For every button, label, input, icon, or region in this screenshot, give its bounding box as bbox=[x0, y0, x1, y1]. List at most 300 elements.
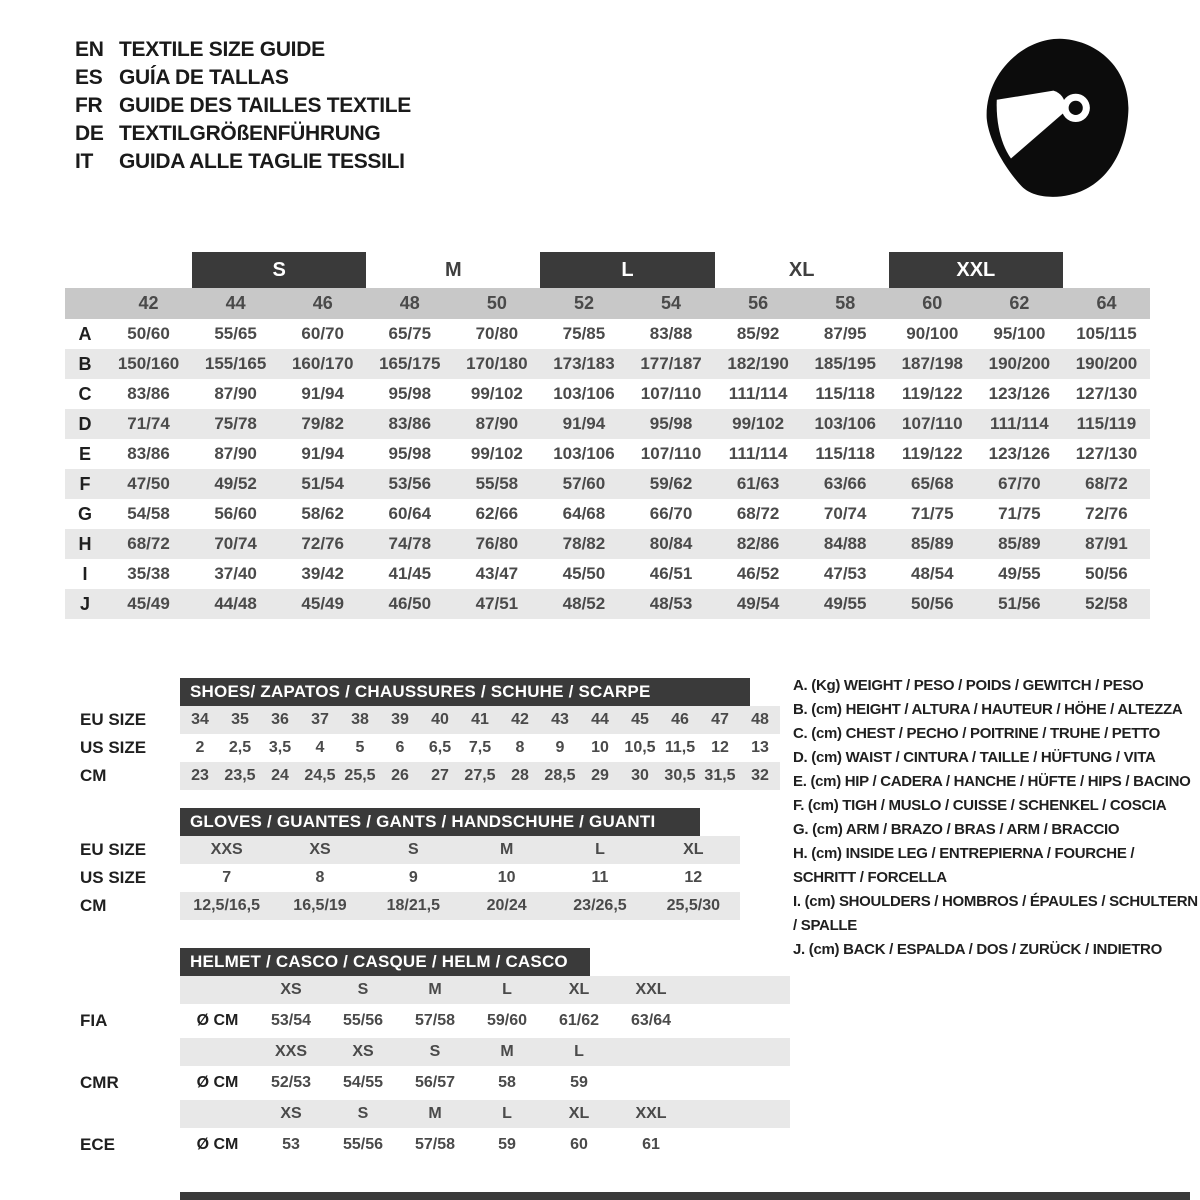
size-value: 83/86 bbox=[388, 414, 432, 433]
size-value: 83/86 bbox=[127, 384, 170, 403]
size-value: 23 bbox=[191, 767, 209, 784]
size-value: 160/170 bbox=[291, 354, 354, 373]
row-label: I bbox=[82, 563, 88, 584]
row-label: E bbox=[78, 443, 91, 464]
size-value: 37/40 bbox=[214, 564, 257, 583]
size-value: 32 bbox=[751, 767, 769, 784]
helmet-values bbox=[180, 1131, 790, 1159]
numeric-size: 46 bbox=[312, 293, 333, 313]
diameter-unit-label: Ø CM bbox=[196, 1074, 239, 1091]
size-value: 107/110 bbox=[902, 414, 963, 433]
size-value: 25,5/30 bbox=[666, 897, 720, 914]
size-value: 49/54 bbox=[736, 594, 780, 613]
size-value: 57/58 bbox=[414, 1012, 456, 1029]
size-value: 9 bbox=[555, 739, 565, 756]
shoes-row bbox=[65, 762, 780, 790]
size-group-label: XL bbox=[788, 258, 815, 281]
diameter-unit-label: Ø CM bbox=[196, 1136, 239, 1153]
language-code: FR bbox=[75, 94, 103, 117]
size-value: 61 bbox=[642, 1136, 660, 1153]
size-value: 56/57 bbox=[414, 1074, 456, 1091]
size-value: 62/66 bbox=[475, 504, 519, 523]
row-label: US SIZE bbox=[65, 734, 180, 762]
helmet-values bbox=[180, 1069, 790, 1097]
numeric-size: 48 bbox=[399, 293, 420, 313]
language-code: EN bbox=[75, 38, 104, 61]
size-value: 46/51 bbox=[649, 564, 693, 583]
size-value: 52/58 bbox=[1085, 594, 1128, 613]
size-value: 2,5 bbox=[228, 739, 252, 756]
size-value: 65/68 bbox=[911, 474, 954, 493]
helmet-section bbox=[65, 948, 790, 1162]
size-value: 10,5 bbox=[624, 739, 656, 756]
size-value: 74/78 bbox=[388, 534, 432, 553]
size-value: 68/72 bbox=[127, 534, 170, 553]
size-value: 47 bbox=[711, 711, 729, 728]
language-row bbox=[75, 64, 411, 92]
size-value: 127/130 bbox=[1075, 384, 1138, 403]
size-value: 53 bbox=[282, 1136, 300, 1153]
size-value: 87/90 bbox=[475, 414, 519, 433]
shoes-rows bbox=[65, 706, 780, 790]
measurement-row bbox=[65, 469, 1150, 499]
size-value: 58/62 bbox=[301, 504, 344, 523]
size-value: 103/106 bbox=[814, 414, 876, 433]
size-group-label: XXL bbox=[956, 258, 996, 281]
helmet-section-title: HELMET / CASCO / CASQUE / HELM / CASCO bbox=[180, 948, 590, 976]
size-value: 50/56 bbox=[911, 594, 954, 613]
legend-item: J. (cm) BACK / ESPALDA / DOS / ZURÜCK / INDIETRO bbox=[793, 941, 1162, 958]
size-value: 70/74 bbox=[214, 534, 257, 553]
size-value: 24,5 bbox=[304, 767, 336, 784]
measurement-row bbox=[65, 379, 1150, 409]
size-value: 6,5 bbox=[428, 739, 452, 756]
row-label: CM bbox=[65, 892, 180, 920]
standard-label: FIA bbox=[65, 1007, 180, 1035]
size-value: 46/52 bbox=[736, 564, 780, 583]
size-value: 66/70 bbox=[649, 504, 693, 523]
size-value: 10 bbox=[591, 739, 609, 756]
size-value: 95/98 bbox=[649, 414, 693, 433]
helmet-size-label: XS bbox=[352, 1043, 374, 1060]
numeric-size: 60 bbox=[922, 293, 943, 313]
band-spacer bbox=[65, 1038, 180, 1066]
measurement-row bbox=[65, 589, 1150, 619]
size-value: L bbox=[595, 841, 605, 858]
size-value: 115/118 bbox=[815, 384, 875, 403]
helmet-size-label: XS bbox=[280, 981, 302, 998]
size-value: 70/80 bbox=[475, 324, 519, 343]
size-value: 46/50 bbox=[388, 594, 432, 613]
size-value: M bbox=[499, 841, 514, 858]
size-value: 30,5 bbox=[664, 767, 696, 784]
size-value: 59/60 bbox=[486, 1012, 528, 1029]
size-value: 51/54 bbox=[301, 474, 344, 493]
row-label: C bbox=[78, 383, 92, 404]
size-value: 45/50 bbox=[562, 564, 606, 583]
size-value: 39/42 bbox=[301, 564, 344, 583]
size-value: 49/55 bbox=[823, 594, 867, 613]
language-row bbox=[75, 148, 411, 176]
size-value: 53/54 bbox=[270, 1012, 312, 1029]
size-value: 26 bbox=[391, 767, 409, 784]
helmet-size-band bbox=[180, 1038, 790, 1066]
size-value: 11,5 bbox=[664, 739, 696, 756]
size-value: 75/85 bbox=[562, 324, 606, 343]
legend-item: I. (cm) SHOULDERS / HOMBROS / ÉPAULES / SCHULTERN / SPALLE bbox=[793, 893, 1198, 934]
measurement-row bbox=[65, 439, 1150, 469]
size-value: 27,5 bbox=[464, 767, 496, 784]
size-value: 40 bbox=[431, 711, 449, 728]
size-value: 68/72 bbox=[1085, 474, 1128, 493]
helmet-rows bbox=[65, 976, 790, 1159]
size-value: 3,5 bbox=[268, 739, 292, 756]
helmet-size-label: L bbox=[502, 1105, 512, 1122]
diameter-unit-label: Ø CM bbox=[196, 1012, 239, 1029]
row-label: D bbox=[78, 413, 92, 434]
size-value: 99/102 bbox=[470, 444, 523, 463]
size-value: 31,5 bbox=[704, 767, 736, 784]
size-value: 54/58 bbox=[127, 504, 170, 523]
size-value: 10 bbox=[497, 869, 516, 886]
size-value: 28,5 bbox=[544, 767, 576, 784]
size-value: 60/64 bbox=[388, 504, 432, 523]
numeric-size: 56 bbox=[748, 293, 769, 313]
size-value: 25,5 bbox=[344, 767, 376, 784]
size-value: 60/70 bbox=[301, 324, 344, 343]
size-value: 61/63 bbox=[736, 474, 780, 493]
gloves-section bbox=[65, 808, 740, 920]
size-value: 87/90 bbox=[214, 444, 257, 463]
size-value: 41 bbox=[471, 711, 489, 728]
size-value: 57/58 bbox=[414, 1136, 456, 1153]
helmet-size-label: S bbox=[357, 1105, 369, 1122]
row-label: CM bbox=[65, 762, 180, 790]
size-value: 8 bbox=[315, 869, 325, 886]
size-value: 177/187 bbox=[640, 354, 702, 373]
size-value: 8 bbox=[515, 739, 525, 756]
measurement-row bbox=[65, 319, 1150, 349]
helmet-size-label: S bbox=[357, 981, 369, 998]
size-value: 115/119 bbox=[1076, 414, 1137, 433]
size-value: 16,5/19 bbox=[293, 897, 347, 914]
size-value: 2 bbox=[195, 739, 205, 756]
size-value: 99/102 bbox=[732, 414, 785, 433]
size-value: 28 bbox=[511, 767, 529, 784]
size-value: 59/62 bbox=[649, 474, 693, 493]
helmet-value-row bbox=[65, 1069, 790, 1097]
row-label: A bbox=[78, 323, 92, 344]
values-band bbox=[180, 836, 740, 864]
size-value: XS bbox=[309, 841, 331, 858]
numeric-size: 52 bbox=[573, 293, 594, 313]
measurement-row bbox=[65, 499, 1150, 529]
size-value: 48/53 bbox=[649, 594, 693, 613]
gloves-row bbox=[65, 836, 740, 864]
size-value: 173/183 bbox=[553, 354, 615, 373]
size-value: 75/78 bbox=[214, 414, 257, 433]
legend-item: C. (cm) CHEST / PECHO / POITRINE / TRUHE / PETTO bbox=[793, 725, 1161, 742]
helmet-size-label: XS bbox=[280, 1105, 302, 1122]
size-value: 48/52 bbox=[562, 594, 606, 613]
band-spacer bbox=[65, 976, 180, 1004]
size-value: 67/70 bbox=[998, 474, 1041, 493]
size-value: 42 bbox=[511, 711, 529, 728]
size-value: 72/76 bbox=[1085, 504, 1128, 523]
size-group-l bbox=[540, 252, 714, 288]
size-value: 55/65 bbox=[214, 324, 257, 343]
language-code: ES bbox=[75, 66, 103, 89]
language-code: DE bbox=[75, 122, 104, 145]
size-value: 111/114 bbox=[728, 384, 788, 403]
helmet-size-label: XXL bbox=[635, 1105, 667, 1122]
gloves-row bbox=[65, 892, 740, 920]
size-value: 12,5/16,5 bbox=[193, 897, 261, 914]
size-value: 53/56 bbox=[388, 474, 432, 493]
helmet-values bbox=[180, 1007, 790, 1035]
size-group-m bbox=[366, 252, 540, 288]
textile-size-table bbox=[65, 252, 1150, 619]
size-value: 48/54 bbox=[911, 564, 954, 583]
helmet-size-band-row bbox=[65, 1100, 790, 1128]
size-value: 123/126 bbox=[988, 384, 1051, 403]
legend-item: G. (cm) ARM / BRAZO / BRAS / ARM / BRACCIO bbox=[793, 821, 1120, 838]
size-value: 52/53 bbox=[270, 1074, 312, 1091]
gloves-section-title: GLOVES / GUANTES / GANTS / HANDSCHUHE / GUANTI bbox=[180, 808, 700, 836]
size-value: 43 bbox=[551, 711, 569, 728]
size-value: 50/60 bbox=[127, 324, 170, 343]
legend-item: E. (cm) HIP / CADERA / HANCHE / HÜFTE / HIPS / BACINO bbox=[793, 773, 1191, 790]
size-value: 72/76 bbox=[301, 534, 344, 553]
size-value: 82/86 bbox=[736, 534, 780, 553]
size-value: 56/60 bbox=[214, 504, 257, 523]
shoes-section bbox=[65, 678, 780, 790]
size-value: 12 bbox=[684, 869, 703, 886]
helmet-size-label: S bbox=[429, 1043, 441, 1060]
size-value: 4 bbox=[315, 739, 325, 756]
size-value: 63/66 bbox=[823, 474, 867, 493]
size-value: 111/114 bbox=[990, 414, 1049, 433]
size-value: 29 bbox=[591, 767, 609, 784]
size-value: 103/106 bbox=[553, 384, 615, 403]
size-value: 59 bbox=[570, 1074, 588, 1091]
size-value: 43/47 bbox=[475, 564, 519, 583]
size-value: 59 bbox=[498, 1136, 516, 1153]
size-value: 190/200 bbox=[1075, 354, 1138, 373]
size-value: 49/52 bbox=[214, 474, 257, 493]
size-value: 58 bbox=[498, 1074, 516, 1091]
values-band bbox=[180, 706, 780, 734]
size-value: 87/95 bbox=[823, 324, 867, 343]
size-value: 36 bbox=[271, 711, 289, 728]
language-header bbox=[75, 36, 411, 176]
size-value: 71/75 bbox=[998, 504, 1041, 523]
size-value: 61/62 bbox=[558, 1012, 600, 1029]
size-value: 165/175 bbox=[379, 354, 441, 373]
standard-label: CMR bbox=[65, 1069, 180, 1097]
size-value: 55/58 bbox=[475, 474, 519, 493]
numeric-size: 58 bbox=[835, 293, 856, 313]
size-value: 170/180 bbox=[466, 354, 528, 373]
size-value: 44/48 bbox=[214, 594, 257, 613]
helmet-size-label: L bbox=[502, 981, 512, 998]
language-row bbox=[75, 92, 411, 120]
row-label: H bbox=[78, 533, 92, 554]
measurement-row bbox=[65, 529, 1150, 559]
helmet-value-row bbox=[65, 1131, 790, 1159]
size-value: 51/56 bbox=[998, 594, 1041, 613]
helmet-size-label: M bbox=[428, 981, 442, 998]
measurement-legend bbox=[793, 674, 1200, 962]
language-row bbox=[75, 36, 411, 64]
row-label: US SIZE bbox=[65, 864, 180, 892]
band-spacer bbox=[65, 1100, 180, 1128]
size-value: 13 bbox=[751, 739, 769, 756]
size-group-label: L bbox=[621, 258, 634, 281]
helmet-size-label: L bbox=[574, 1043, 584, 1060]
numeric-size: 42 bbox=[138, 293, 159, 313]
racing-helmet-icon bbox=[975, 33, 1140, 205]
size-value: 12 bbox=[711, 739, 729, 756]
language-title: GUIDA ALLE TAGLIE TESSILI bbox=[119, 150, 405, 173]
size-value: 84/88 bbox=[823, 534, 867, 553]
size-value: 115/118 bbox=[815, 444, 875, 463]
size-value: 30 bbox=[631, 767, 649, 784]
size-value: 23/26,5 bbox=[573, 897, 627, 914]
size-value: 155/165 bbox=[204, 354, 267, 373]
size-value: 44 bbox=[591, 711, 609, 728]
size-value: 119/122 bbox=[902, 444, 963, 463]
size-value: 11 bbox=[591, 869, 609, 886]
size-value: 107/110 bbox=[640, 444, 702, 463]
size-value: 23,5 bbox=[224, 767, 256, 784]
helmet-size-label: XL bbox=[568, 981, 590, 998]
helmet-size-band-row bbox=[65, 1038, 790, 1066]
size-value: 45/49 bbox=[127, 594, 170, 613]
values-band bbox=[180, 762, 780, 790]
row-label: G bbox=[77, 503, 92, 524]
size-value: 185/195 bbox=[814, 354, 876, 373]
helmet-size-label: XXL bbox=[635, 981, 667, 998]
size-value: 123/126 bbox=[988, 444, 1051, 463]
size-value: 35/38 bbox=[127, 564, 170, 583]
size-value: 127/130 bbox=[1075, 444, 1138, 463]
size-value: 107/110 bbox=[640, 384, 702, 403]
shoes-row bbox=[65, 734, 780, 762]
measurement-rows bbox=[65, 319, 1150, 619]
gloves-row bbox=[65, 864, 740, 892]
size-value: 182/190 bbox=[727, 354, 789, 373]
size-value: 91/94 bbox=[562, 414, 606, 433]
size-value: 50/56 bbox=[1085, 564, 1128, 583]
row-label: J bbox=[79, 593, 90, 614]
helmet-size-label: M bbox=[428, 1105, 442, 1122]
helmet-size-label: M bbox=[500, 1043, 514, 1060]
size-value: 85/89 bbox=[998, 534, 1041, 553]
legend-item: F. (cm) TIGH / MUSLO / CUISSE / SCHENKEL / COSCIA bbox=[793, 797, 1167, 814]
size-group-s bbox=[192, 252, 366, 288]
size-value: 91/94 bbox=[301, 444, 344, 463]
size-value: 150/160 bbox=[117, 354, 180, 373]
size-value: 54/55 bbox=[342, 1074, 384, 1091]
size-value: 24 bbox=[271, 767, 289, 784]
values-band bbox=[180, 864, 740, 892]
measurement-row bbox=[65, 349, 1150, 379]
measurement-row bbox=[65, 409, 1150, 439]
size-value: 41/45 bbox=[388, 564, 432, 583]
size-value: 83/88 bbox=[649, 324, 693, 343]
language-title: TEXTILE SIZE GUIDE bbox=[119, 38, 325, 61]
size-group-xxl bbox=[889, 252, 1063, 288]
size-value: 18/21,5 bbox=[386, 897, 441, 914]
size-group-row bbox=[65, 252, 1150, 288]
measurement-row bbox=[65, 559, 1150, 589]
size-value: 27 bbox=[431, 767, 449, 784]
size-value: 95/98 bbox=[388, 444, 432, 463]
helmet-size-band bbox=[180, 1100, 790, 1128]
size-value: 55/56 bbox=[342, 1012, 384, 1029]
size-value: 57/60 bbox=[562, 474, 606, 493]
size-value: 99/102 bbox=[470, 384, 523, 403]
shoes-section-title: SHOES/ ZAPATOS / CHAUSSURES / SCHUHE / SCARPE bbox=[180, 678, 750, 706]
size-value: 71/75 bbox=[911, 504, 954, 523]
size-value: 111/114 bbox=[728, 444, 788, 463]
size-value: 49/55 bbox=[998, 564, 1041, 583]
language-title: GUIDE DES TAILLES TEXTILE bbox=[119, 94, 411, 117]
numeric-size: 54 bbox=[661, 293, 682, 313]
size-value: 5 bbox=[355, 739, 365, 756]
size-value: S bbox=[407, 841, 419, 858]
helmet-size-label: XL bbox=[568, 1105, 590, 1122]
size-value: 90/100 bbox=[906, 324, 959, 343]
size-value: 87/90 bbox=[214, 384, 257, 403]
helmet-value-row bbox=[65, 1007, 790, 1035]
values-band bbox=[180, 734, 780, 762]
language-code: IT bbox=[75, 150, 94, 173]
size-value: 37 bbox=[311, 711, 329, 728]
size-value: 47/51 bbox=[475, 594, 519, 613]
size-value: 83/86 bbox=[127, 444, 170, 463]
values-band bbox=[180, 892, 740, 920]
gloves-rows bbox=[65, 836, 740, 920]
numeric-size-band bbox=[65, 288, 1150, 319]
size-value: 34 bbox=[191, 711, 209, 728]
size-value: 39 bbox=[391, 711, 409, 728]
legend-item: D. (cm) WAIST / CINTURA / TAILLE / HÜFTUNG / VITA bbox=[793, 749, 1156, 766]
size-value: 45 bbox=[631, 711, 649, 728]
shoes-row bbox=[65, 706, 780, 734]
legend-item: H. (cm) INSIDE LEG / ENTREPIERNA / FOURCHE / SCHRITT / FORCELLA bbox=[793, 845, 1135, 886]
size-value: 79/82 bbox=[301, 414, 344, 433]
language-row bbox=[75, 120, 411, 148]
size-group-xl bbox=[715, 252, 889, 288]
numeric-size: 44 bbox=[225, 293, 246, 313]
legend-item: A. (Kg) WEIGHT / PESO / POIDS / GEWITCH / PESO bbox=[793, 677, 1144, 694]
helmet-size-band-row bbox=[65, 976, 790, 1004]
size-value: 35 bbox=[231, 711, 249, 728]
size-value: 6 bbox=[395, 739, 405, 756]
language-title: TEXTILGRÖßENFÜHRUNG bbox=[119, 122, 381, 145]
size-value: 46 bbox=[671, 711, 689, 728]
size-group-label: S bbox=[272, 258, 286, 281]
size-value: 20/24 bbox=[486, 897, 527, 914]
size-value: 95/98 bbox=[388, 384, 432, 403]
size-value: 45/49 bbox=[301, 594, 344, 613]
size-group-label: M bbox=[444, 258, 462, 281]
size-value: XXS bbox=[210, 841, 243, 858]
cropped-section-bar bbox=[180, 1192, 1190, 1200]
size-value: 85/92 bbox=[736, 324, 780, 343]
